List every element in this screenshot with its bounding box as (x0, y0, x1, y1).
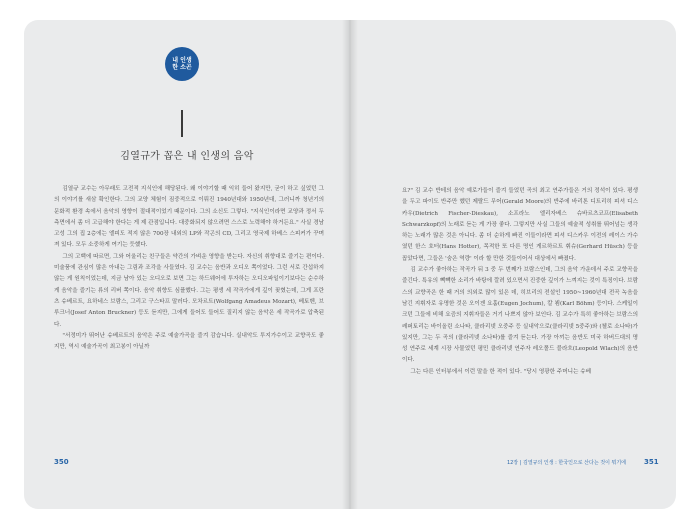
left-page (24, 20, 350, 509)
paragraph: 김 교수가 좋아하는 작곡가 뒤 3 중 두 번째가 브람스인데, 그의 음악 가운데서 주로 교향곡을 즐긴다. 특유의 빽빽한 소리가 바탕에 깔려 있으면서 진중한 깊이가 느껴지는 것이 특징이다. 브람스의 교향곡은 한 때 거의 의외로 많이 있은 데, 히브리의 전설인 1950~1960년대 전곡 녹음을 남긴 지휘자로 유명한 것은 오이겐 요훔(Eugen Jochum), 칼 뵘(Karl Böhm) 등이다. 스케일이 크던 그들에 비해 요즘의 지휘자들은 거기 나쁘지 않아 보인다. 김 교수가 특히 좋아하는 브람스의 레퍼토리는 바이올린 소나타, 클라리넷 오중주 등 실내악으로(클라리넷 5중주)와 (첼로 소나타)가 있지만, 그는 두 곡의 (클라리넷 소나타)를 즐겨 듣는다. 가장 아끼는 음반도 미국 하버드대의 명성 연주로 세계 시장 사물었던 평민 클라리넷 연주자 레오폴드 블라흐(Leopold Wlach)의 음반이다. (402, 267, 638, 364)
book-gutter-shadow (342, 20, 358, 509)
paragraph: 그의 고백에 따르면, 그와 어울리는 친구들은 약간의 가벼운 영향을 받는다. 자신의 취향대로 즐기는 편이다. 미술품에 관심이 많은 아내는 그림과 조각을 사들였다. 김 교수는 음반과 오디오 쪽이었다. 그런 서로 간섭하지 않는 게 원칙이었는데, 지금 남아 있는 오디오로 보면 그는 하드웨어에 투자하는 오디오파일이기보다는 순수하게 음악을 즐기는 류의 리버 쪽이다. 음악 취향도 심플했다. 그는 평생 세 작곡가에게 깊이 꽂혔는데, 그게 프란츠 슈베르트, 요하네스 브람스, 그리고 구스타프 말러다. 모차르트(Wolfgang Amadeus Mozart), 베토벤, 브루크너(Josef Anton Bruckner) 등도 듣지만, 그에게 들어도 들어도 질리지 않는 음악은 세 작곡가로 압축된다. (54, 253, 324, 328)
book-spread (24, 20, 676, 509)
running-head: 12장 | 김열규의 인생 : 한국인으로 산다는 것이 뭐기에 (506, 460, 626, 466)
section-badge (165, 47, 199, 81)
chapter-title: 김열규가 꼽은 내 인생의 음악 (120, 151, 254, 162)
paragraph: "서정미가 뛰어난 슈베르트의 음악은 주로 예술가곡을 즐겨 감습니다. 실내악도 투지가수이고 교향곡도 좋지만, 역시 예술가곡이 최고봉이 아닐까 (54, 332, 324, 351)
badge-line-2: 한 소곤 (172, 64, 192, 71)
badge-line-1: 내 인생 (172, 57, 192, 64)
decorative-vertical-rule (181, 110, 183, 137)
paragraph: 요?" 김 교수 반테의 음악 예로가들이 즐겨 들었던 곡의 최고 연주가들은 거의 정석이 있다. 평생을 두고 파이도 반주만 했던 제랄드 무어(Gerald Moore)의 반주에 바리톤 디트리히 피셔 디스카우(Dietrich Fischer-Dieskau), 소프라노 엘리자베스 슈바르츠코프(Elisabeth Schwarzkopf)의 노래로 듣는 게 가장 좋다. 그렇지만 사실 그들의 예술적 성취를 뛰어넘는 생각하는 노래가 많은 것은 아니다. 좀 더 순하게 빠진 이들이라면 피셔 디스카우 이전의 레이스 가수였던 한스 호터(Hans Hotter), 목적한 또 다른 명인 게르하르트 휘슈(Gerhard Hüsch) 등을 꼽았다면, 그들은 '숨은 역량' 이라 할 만한 것들이어서 대상에서 빠졌다. (402, 188, 638, 262)
paragraph: 김열규 교수는 아무래도 고전적 지식인에 해당된다. 왜 이야기할 때 익히 들어 왔지만, 굳이 하고 싶었던 그의 이야기를 새삼 확인한다. 그의 교양 체험이 짐중적으로 이뤄진 1940년대와 1950년대, 그러니까 청년기의 문화적 환경 속에서 음악의 영향이 절대적이었기 때문이다. 그의 소신도 그렇다. "지식인이라면 교양과 정서 두 측면에서 좀 더 고급해야 한다는 게 제 관점입니다. 대중화되지 않으려면 스스로 노력해야 하거든요." 사실 경남 고성 그의 집 2층에는 엘피도 적지 않은 700장 내외의 LP와 작곤의 CD, 그리고 영국제 하베스 스피커가 꾸며져 있다. 모두 소중하게 여기는 듯했다. (54, 186, 324, 249)
right-page (350, 20, 676, 509)
page-number-left: 350 (54, 458, 69, 466)
right-body-text (402, 186, 638, 449)
left-body-text (54, 184, 324, 446)
paragraph: 그는 다른 인터뷰에서 이런 말을 한 적이 있다. "당시 영광한 주머니는 슈베 (410, 368, 592, 375)
page-number-right: 351 (644, 458, 659, 466)
